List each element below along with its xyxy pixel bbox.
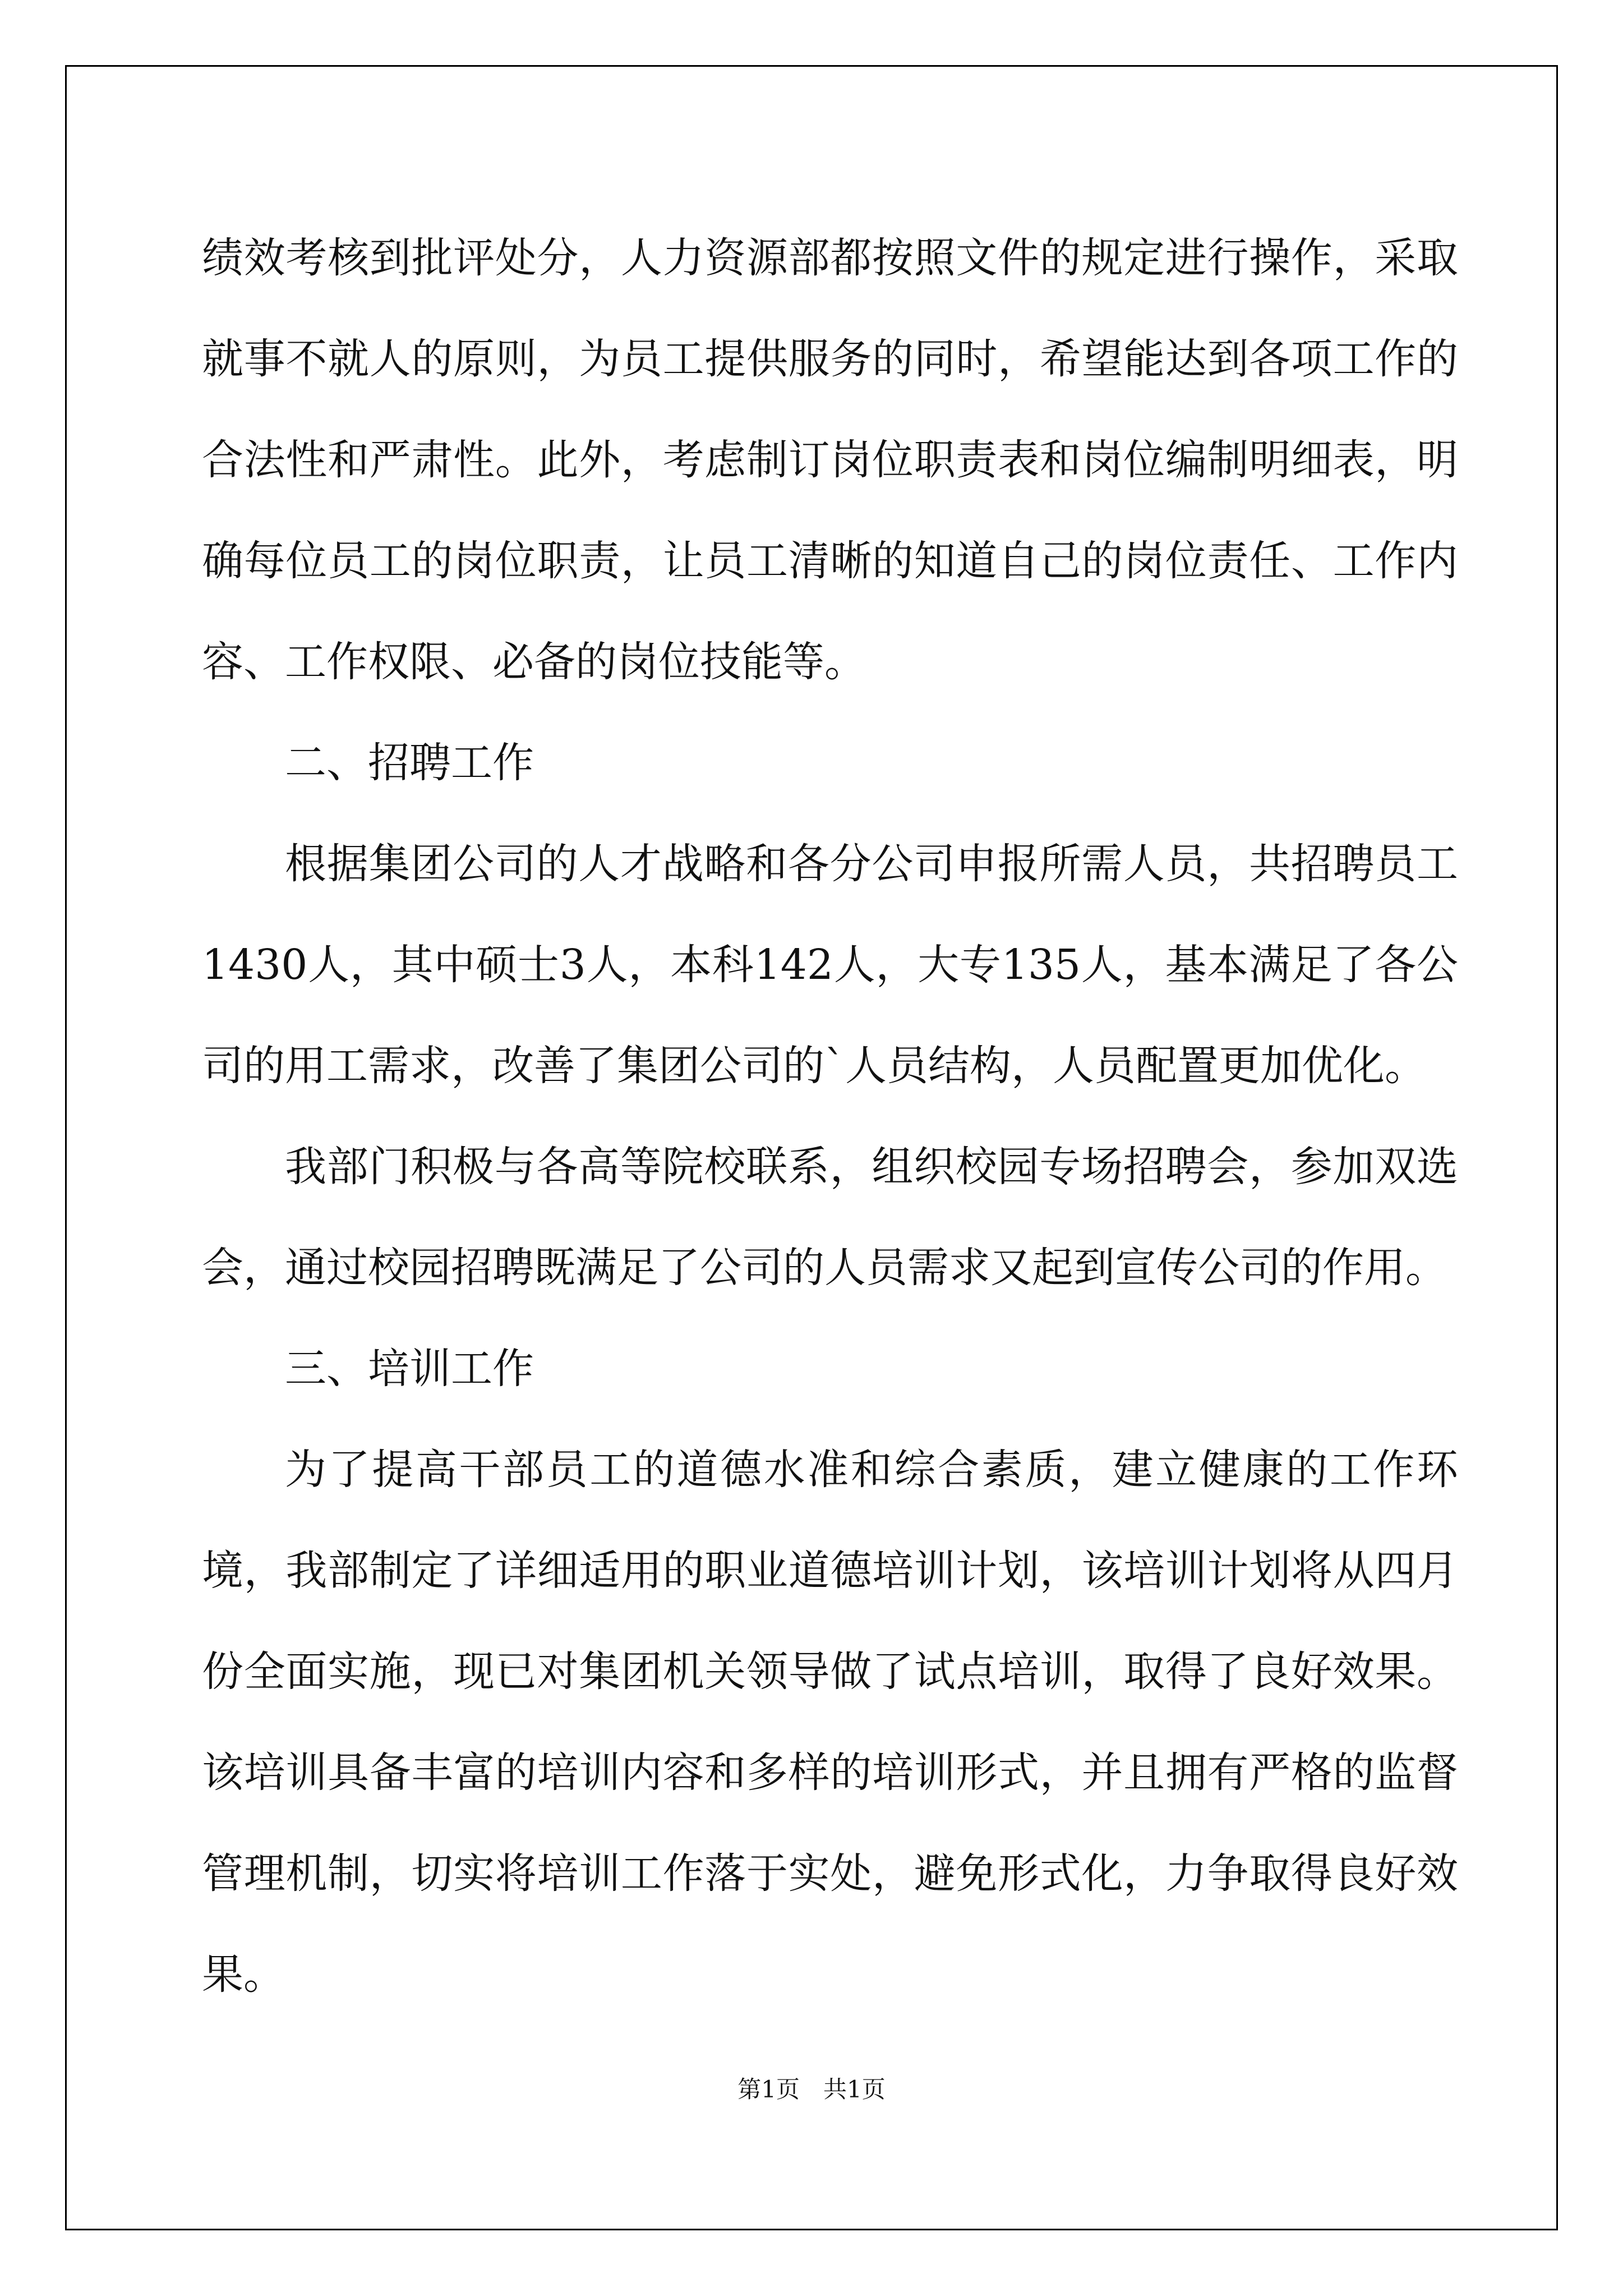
paragraph-1: 绩效考核到批评处分，人力资源部都按照文件的规定进行操作，采取就事不就人的原则，为员工提供服务的同时，希望能达到各项工作的合法性和严肃性。此外，考虑制订岗位职责表和岗位编制明细表，明确每位员工的岗位职责，让员工清晰的知道自己的岗位责任、工作内容、工作权限、必备的岗位技能等。	[202, 234, 1458, 686]
section-heading-recruitment: 二、招聘工作	[285, 739, 534, 787]
paragraph-campus-recruitment: 我部门积极与各高等院校联系，组织校园专场招聘会，参加双选会，通过校园招聘既满足了公司的人员需求又起到宣传公司的作用。	[202, 1143, 1458, 1292]
document-body	[202, 208, 1458, 2025]
paragraph-training: 为了提高干部员工的道德水准和综合素质，建立健康的工作环境，我部制定了详细适用的职业道德培训计划，该培训计划将从四月份全面实施，现已对集团机关领导做了试点培训，取得了良好效果。该培训具备丰富的培训内容和多样的培训形式，并且拥有严格的监督管理机制，切实将培训工作落于实处，避免形式化，力争取得良好效果。	[202, 1446, 1458, 1999]
paragraph-recruitment-stats: 根据集团公司的人才战略和各分公司申报所需人员，共招聘员工1430人，其中硕士3人，本科142人，大专135人，基本满足了各公司的用工需求，改善了集团公司的`人员结构，人员配置更加优化。	[202, 840, 1458, 1090]
section-heading-training: 三、培训工作	[285, 1345, 534, 1393]
page-number-footer: 第1页 共1页	[737, 2076, 886, 2103]
